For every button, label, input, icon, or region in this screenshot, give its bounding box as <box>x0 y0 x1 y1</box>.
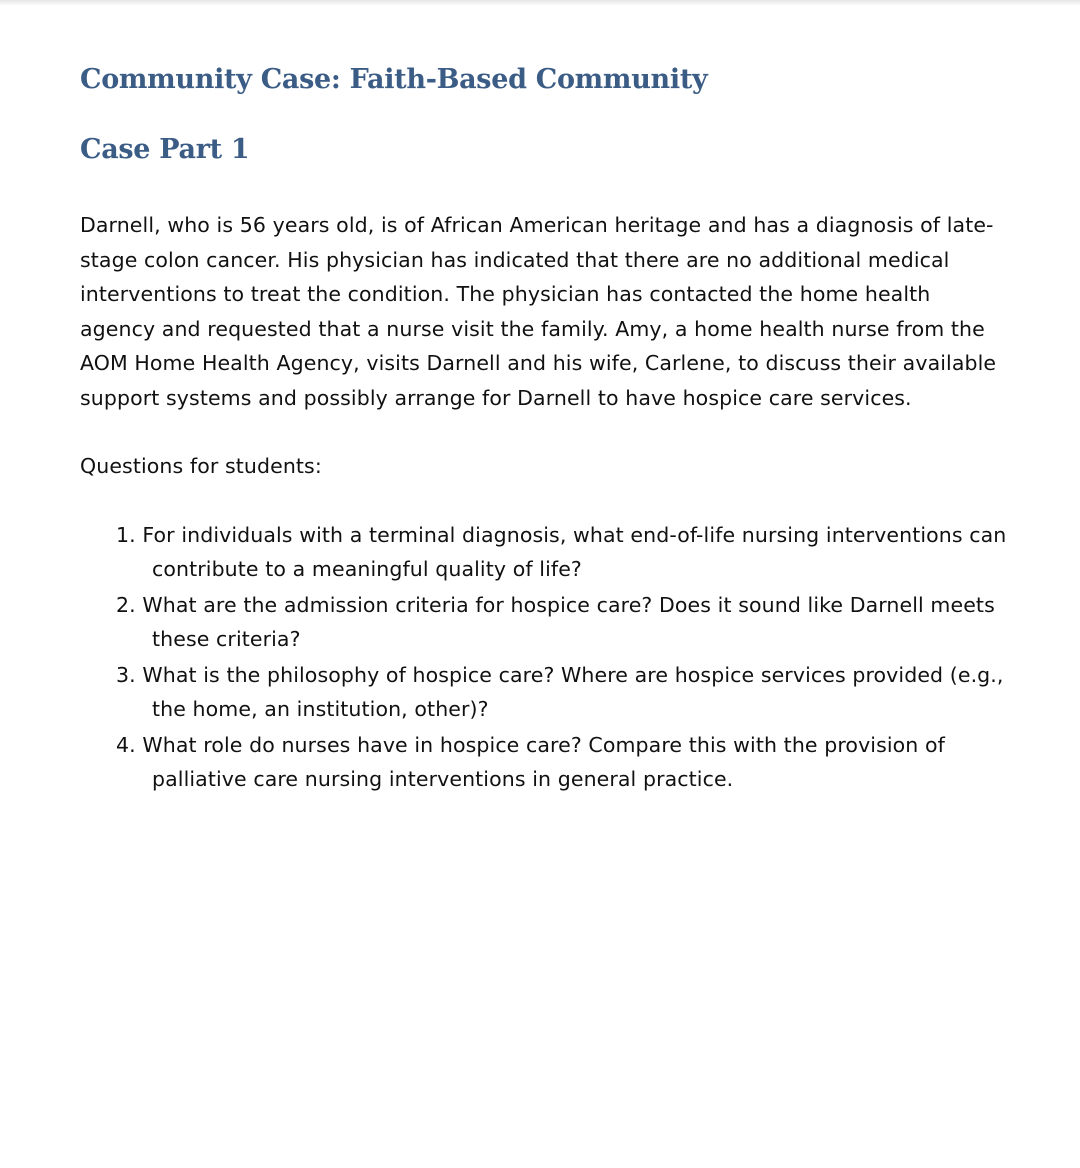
document-page <box>80 60 1010 798</box>
case-paragraph: Darnell, who is 56 years old, is of African American heritage and has a diagnosis of late-stage colon cancer. His physician has indicated that there are no additional medical interventions to treat the condition. The physician has contacted the home health agency and requested that a nurse visit the family. Amy, a home health nurse from the AOM Home Health Agency, visits Darnell and his wife, Carlene, to discuss their available support systems and possibly arrange for Darnell to have hospice care services. <box>80 213 997 410</box>
section-title: Case Part 1 <box>80 134 250 165</box>
question-item: 1. For individuals with a terminal diagnosis, what end-of-life nursing interventions can contribute to a meaningful quality of life? <box>116 522 1007 581</box>
question-item: 4. What role do nurses have in hospice care? Compare this with the provision of palliative care nursing interventions in general practice. <box>116 732 945 791</box>
question-item: 3. What is the philosophy of hospice care? Where are hospice services provided (e.g., the home, an institution, other)? <box>116 662 1004 721</box>
questions-label: Questions for students: <box>80 454 322 478</box>
questions-list <box>80 518 1010 797</box>
question-item: 2. What are the admission criteria for hospice care? Does it sound like Darnell meets these criteria? <box>116 592 995 651</box>
viewer-top-shadow <box>0 0 1080 6</box>
document-title: Community Case: Faith-Based Community <box>80 64 708 95</box>
